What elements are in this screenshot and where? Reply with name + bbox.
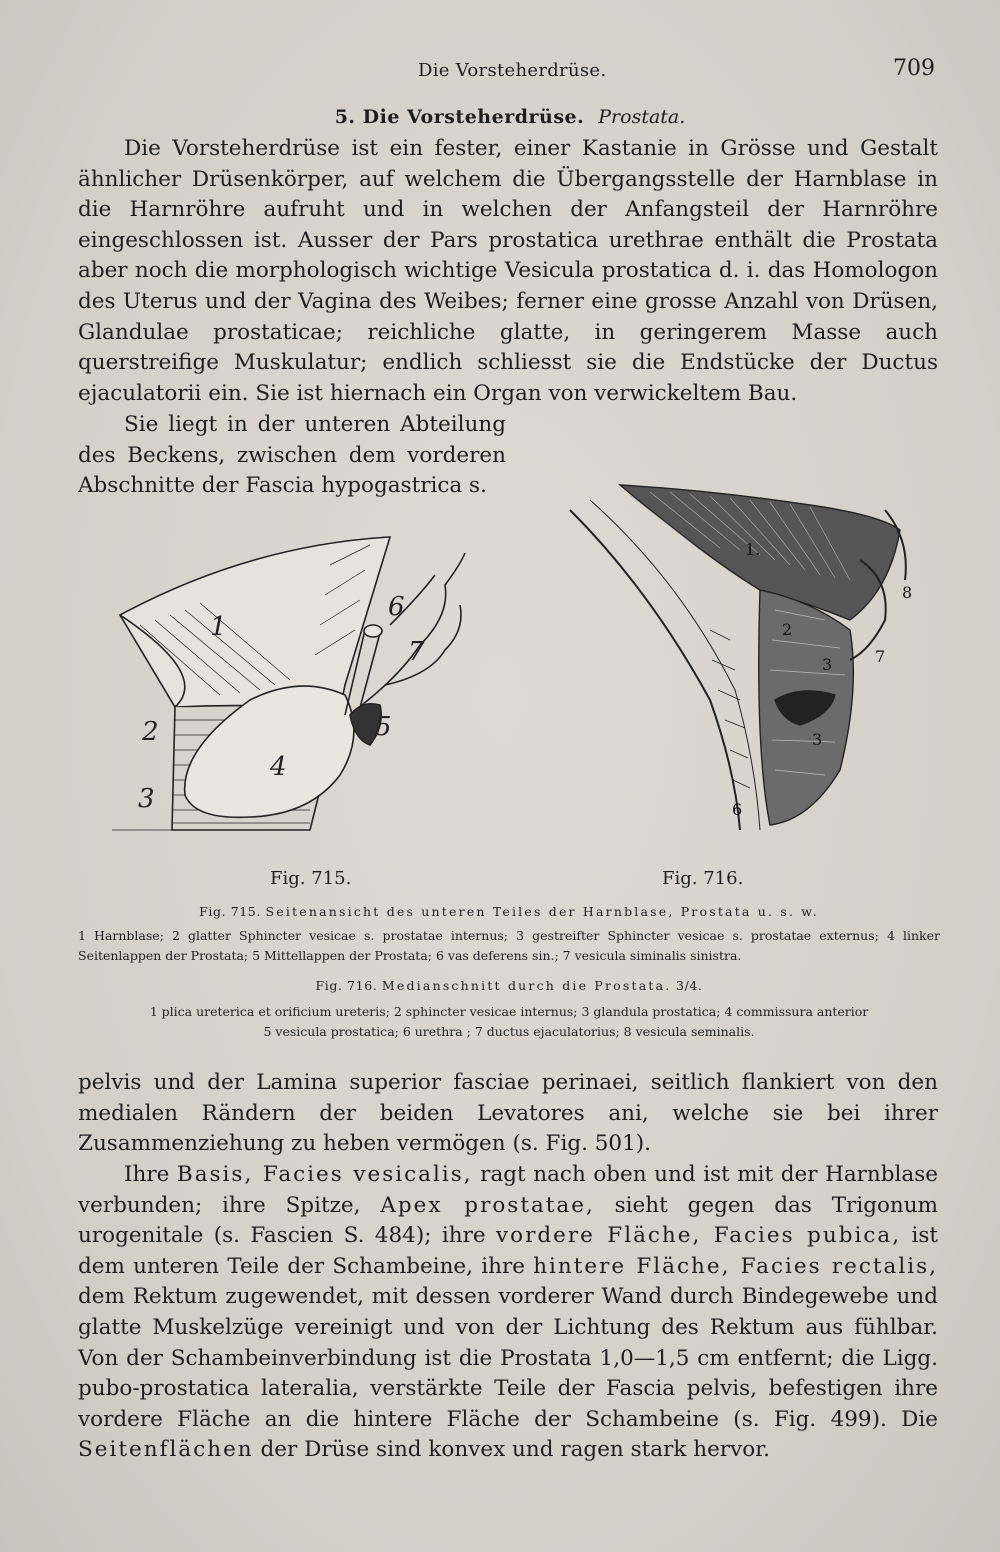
section-heading: [0, 106, 1000, 128]
caption-716-scale: 3/4.: [676, 978, 703, 993]
section-title: 5. Die Vorsteherdrüse.: [334, 106, 585, 128]
fig716-number-7: 7: [875, 647, 886, 666]
fig715-number-6: 6: [388, 592, 405, 622]
paragraph-continuation: [78, 1068, 938, 1160]
figure-716-label: Fig. 716.: [662, 868, 744, 889]
paragraph-intro: [78, 134, 938, 409]
fig716-number-3b: 3: [812, 730, 823, 749]
fig715-number-7: 7: [408, 637, 425, 667]
page-number: 709: [893, 56, 935, 81]
fig715-number-5: 5: [375, 712, 392, 742]
caption-715-prefix: Fig. 715.: [199, 904, 261, 919]
caption-715-title: [78, 902, 940, 922]
p4-seiten: Seitenflächen: [78, 1437, 254, 1463]
figure-715-label: Fig. 715.: [270, 868, 352, 889]
running-title: Die Vorsteherdrüse.: [418, 60, 607, 81]
p4-apex: Apex prostatae,: [380, 1192, 595, 1218]
paragraph-1: Die Vorsteherdrüse ist ein fester, einer Kastanie in Grösse und Gestalt ähnlicher Drüsenkörper, auf welchem die Übergangsstelle der Harnblase in die Harnröhre aufruht und in welchen der Anfangsteil der Harnröhre eingeschlossen ist. Ausser der Pars prostatica urethrae enthält die Prostata aber noch die morphologisch wichtige Vesicula prostatica d. i. das Homologon des Uterus und der Vagina des Weibes; ferner eine grosse Anzahl von Drüsen, Glandulae prostaticae; reichliche glatte, in geringerem Masse auch querstreifige Muskulatur; endlich schliesst sie die Endstücke der Ductus ejaculatorii ein. Sie ist hiernach ein Organ von verwickeltem Bau.: [78, 136, 938, 406]
figure-715-illustration: [100, 525, 500, 850]
paragraph-4: [78, 1160, 938, 1466]
caption-716-legend-line-1: 1 plica ureterica et orificium ureteris; 2 sphincter vesicae internus; 3 glandula prostatica; 4 commissura anterior: [149, 1004, 869, 1019]
figure-716-illustration: [560, 470, 930, 850]
p4-basis: Basis, Facies vesicalis,: [176, 1162, 473, 1187]
caption-715-legend: 1 Harnblase; 2 glatter Sphincter vesicae s. prostatae internus; 3 gestreifter Sphincter vesicae s. prostatae externus; 4 linker Seitenlappen der Prostata; 5 Mittellappen der Prostata; 6 vas deferens sin.; 7 vesicula siminalis sinistra.: [78, 928, 940, 963]
fig716-number-6: 6: [732, 800, 743, 819]
fig715-number-2: 2: [142, 717, 159, 747]
caption-715-text: Seitenansicht des unteren Teiles der Harnblase, Prostata u. s. w.: [265, 904, 819, 919]
paragraph-2: Sie liegt in der unteren Abteilung des Beckens, zwischen dem vorderen Abschnitte der Fascia hypogastrica s.: [78, 412, 506, 499]
fig715-number-4: 4: [270, 752, 287, 782]
p4-text-c: sieht gegen das Trigonum urogenitale (s. Fascien S. 484); ihre: [78, 1192, 938, 1249]
caption-716-prefix: Fig. 716.: [315, 978, 378, 993]
p4-text-a: Ihre: [124, 1162, 177, 1187]
caption-716-title: [78, 976, 940, 996]
fig716-number-2: 2: [782, 620, 793, 639]
p4-text-e: dem Rektum zugewendet, mit dessen vorderer Wand durch Bindegewebe und glatte Muskelzüge vereinigt und von der Lichtung des Rektum aus fühlbar. Von der Schambeinverbindung ist die Prostata 1,0—1,5 cm entfernt; die Ligg. pubo-prostatica lateralia, verstärkte Teile der Fascia pelvis, befestigen ihre vordere Fläche an die hintere Fläche der Schambeine (s. Fig. 499). Die: [78, 1284, 938, 1432]
paragraph-surfaces: [78, 1160, 938, 1466]
p4-hintere: hintere Fläche, Facies rectalis,: [533, 1253, 938, 1279]
p4-text-f: der Drüse sind konvex und ragen stark hervor.: [253, 1437, 770, 1463]
fig716-number-1: 1.: [745, 540, 761, 559]
fig716-number-3a: 3: [822, 655, 833, 674]
fig715-number-3: 3: [138, 784, 155, 814]
caption-716-legend-line-2: 5 vesicula prostatica; 6 urethra ; 7 ductus ejaculatorius; 8 vesicula seminalis.: [263, 1024, 755, 1039]
p4-vordere: vordere Fläche, Facies pubica,: [496, 1223, 902, 1249]
paragraph-position: [78, 410, 506, 502]
p4-text-b: ragt nach oben und ist mit der Harnblase verbunden; ihre Spitze,: [78, 1162, 938, 1218]
caption-716-text: Medianschnitt durch die Prostata.: [381, 978, 672, 993]
fig716-number-8: 8: [902, 583, 913, 602]
paragraph-3: pelvis und der Lamina superior fasciae perinaei, seitlich flankiert von den medialen Rändern der beiden Levatores ani, welche sie bei ihrer Zusammenziehung zu heben vermögen (s. Fig. 501).: [78, 1070, 938, 1157]
fig715-number-1: 1: [210, 612, 227, 642]
running-header: [0, 58, 1000, 88]
section-title-latin: Prostata.: [598, 106, 686, 128]
p4-text-d: ist dem unteren Teile der Schambeine, ihre: [78, 1223, 939, 1279]
caption-716-legend: [78, 1002, 940, 1042]
